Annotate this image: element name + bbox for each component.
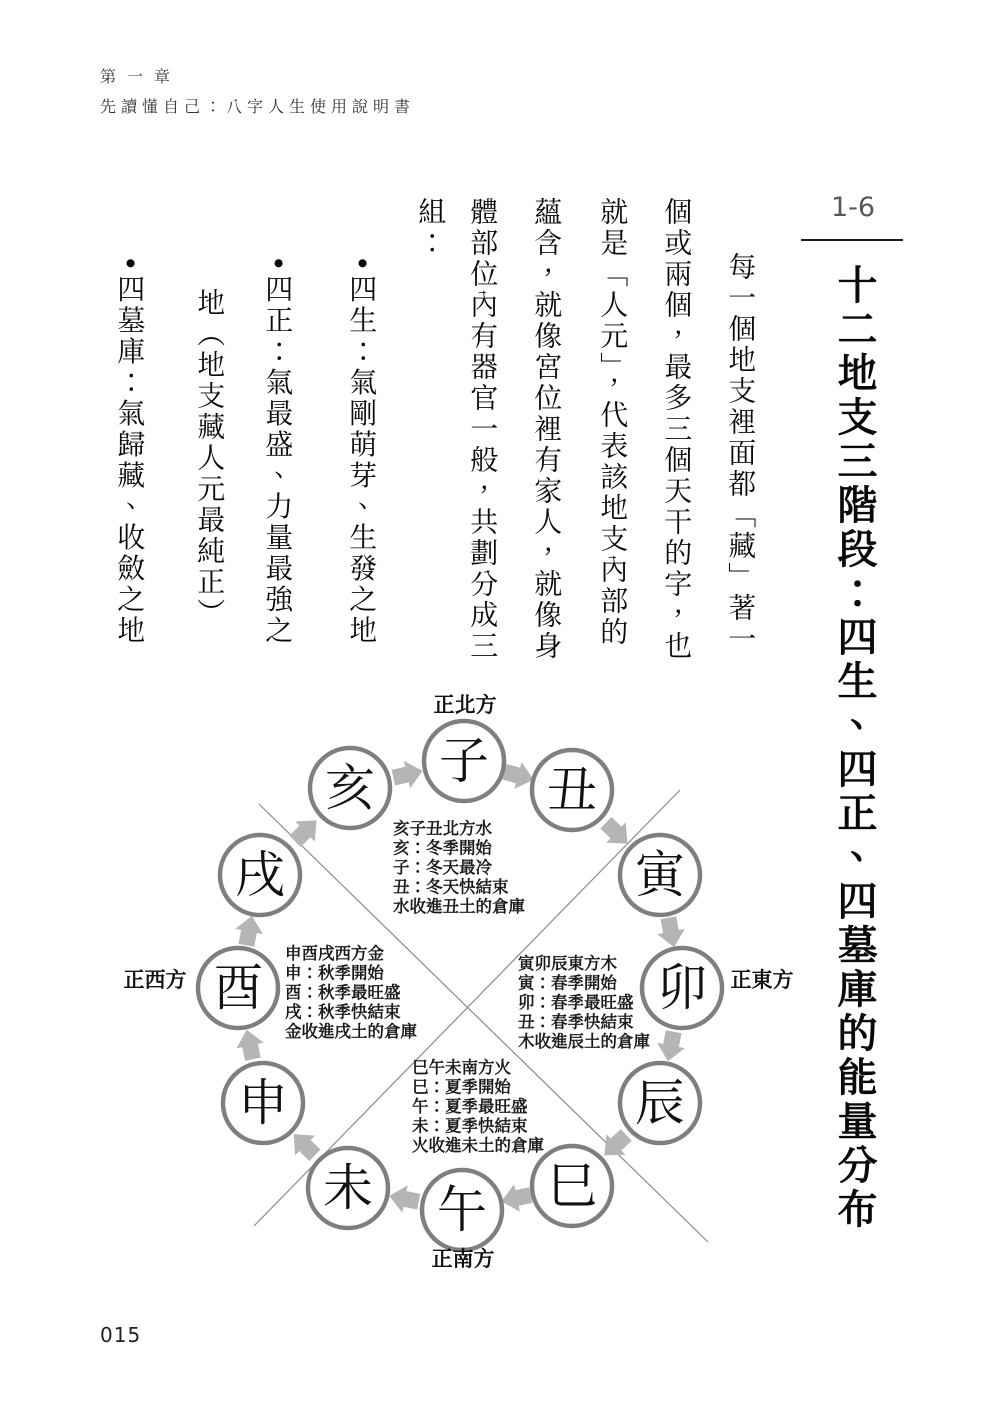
section-title: 十二地支三階段：四生、四正、四墓庫的能量分布 [831, 264, 878, 1232]
note-line: 酉：秋季最旺盛 [285, 983, 401, 1002]
branch-node-chen [620, 1063, 700, 1143]
note-line: 巳：夏季開始 [412, 1077, 511, 1097]
body-column-bullet-four-births: •四生：氣剛萌芽、生發之地 [345, 255, 379, 647]
page-number: 015 [100, 1323, 142, 1347]
note-line: 卯：春季最旺盛 [518, 993, 634, 1012]
note-line: 午：夏季最旺盛 [412, 1097, 528, 1116]
section-rule [801, 239, 903, 241]
flow-arrow-you-xu [233, 913, 266, 948]
note-line: 木收進辰土的倉庫 [518, 1032, 650, 1051]
branch-node-you [198, 948, 278, 1028]
chapter-label: 第一章 [100, 67, 182, 86]
note-line: 戌：秋季快結束 [285, 1002, 401, 1022]
body-column-1: 每一個地支裡面都「藏」著一 [724, 252, 758, 655]
body-column-5: 體部位內有器官一般，共劃分成三 [466, 197, 500, 662]
branch-node-zi [424, 721, 504, 801]
branch-label-shen: 申 [238, 1074, 288, 1132]
flow-arrow-mao-chen [654, 1029, 687, 1064]
flow-arrow-wu-wei [387, 1182, 422, 1215]
branch-node-wei [308, 1148, 388, 1228]
branch-label-you: 酉 [213, 959, 263, 1017]
flow-arrow-yin-mao [655, 915, 688, 950]
branch-node-wu [422, 1170, 502, 1250]
direction-label-west: 正西方 [123, 967, 187, 992]
body-column-bullet-four-vaults: •四墓庫：氣歸藏、收斂之地 [113, 255, 147, 647]
note-line: 申：秋季開始 [285, 963, 384, 983]
branch-label-yin: 寅 [635, 846, 685, 904]
section-number: 1-6 [830, 192, 876, 223]
note-line: 寅卯辰東方木 [518, 954, 617, 973]
note-line: 亥：冬季開始 [393, 838, 492, 858]
note-line: 丑：春季快結束 [518, 1012, 634, 1032]
flow-arrow-shen-you [233, 1027, 267, 1062]
direction-label-south: 正南方 [431, 1246, 495, 1271]
note-line: 巳午未南方火 [412, 1058, 511, 1077]
quadrant-note-east [518, 953, 651, 1051]
branch-node-chou [532, 750, 612, 830]
direction-label-north: 正北方 [433, 692, 497, 717]
note-line: 水收進丑土的倉庫 [393, 897, 525, 916]
quadrant-note-west [285, 943, 418, 1041]
note-line: 未：夏季快結束 [412, 1116, 528, 1136]
body-column-6: 組： [414, 197, 448, 259]
note-line: 寅：春季開始 [518, 973, 617, 993]
branch-node-mao [642, 948, 722, 1028]
branch-node-yin [620, 835, 700, 915]
branch-label-wei: 未 [323, 1159, 373, 1217]
direction-label-east: 正東方 [730, 967, 794, 992]
flow-arrow-hai-zi [390, 757, 426, 791]
branch-label-chou: 丑 [547, 761, 597, 819]
body-column-2: 個或兩個，最多三個天干的字，也 [660, 197, 694, 662]
note-line: 丑：冬天快結束 [393, 877, 509, 897]
note-line: 申酉戌西方金 [285, 944, 384, 963]
body-column-4: 蘊含，就像宮位裡有家人，就像身 [530, 197, 564, 662]
branch-label-zi: 子 [439, 732, 489, 790]
branch-label-chen: 辰 [635, 1074, 685, 1132]
branch-node-hai [310, 748, 390, 828]
body-column-bullet-four-uprights: •四正：氣最盛、力量最強之 [261, 255, 295, 647]
note-line: 金收進戌土的倉庫 [285, 1022, 417, 1041]
branch-label-wu: 午 [437, 1181, 487, 1239]
note-line: 火收進未土的倉庫 [412, 1136, 544, 1155]
branch-label-hai: 亥 [325, 759, 375, 817]
branch-node-si [532, 1146, 612, 1226]
quadrant-note-north [393, 818, 526, 916]
branch-node-shen [223, 1063, 303, 1143]
branch-label-xu: 戌 [235, 846, 285, 904]
branch-label-mao: 卯 [657, 959, 707, 1017]
quadrant-note-south [412, 1057, 545, 1155]
book-title: 先讀懂自己：八字人生使用說明書 [100, 97, 416, 116]
branch-node-xu [220, 835, 300, 915]
note-line: 子：冬天最冷 [393, 858, 492, 877]
body-column-bullet-continuation: 地（地支藏人元最純正） [193, 288, 227, 629]
branch-label-si: 巳 [547, 1157, 597, 1215]
note-line: 亥子丑北方水 [393, 819, 492, 838]
twelve-branches-diagram [90, 688, 810, 1298]
body-column-3: 就是「人元」，代表該地支內部的 [596, 197, 630, 648]
